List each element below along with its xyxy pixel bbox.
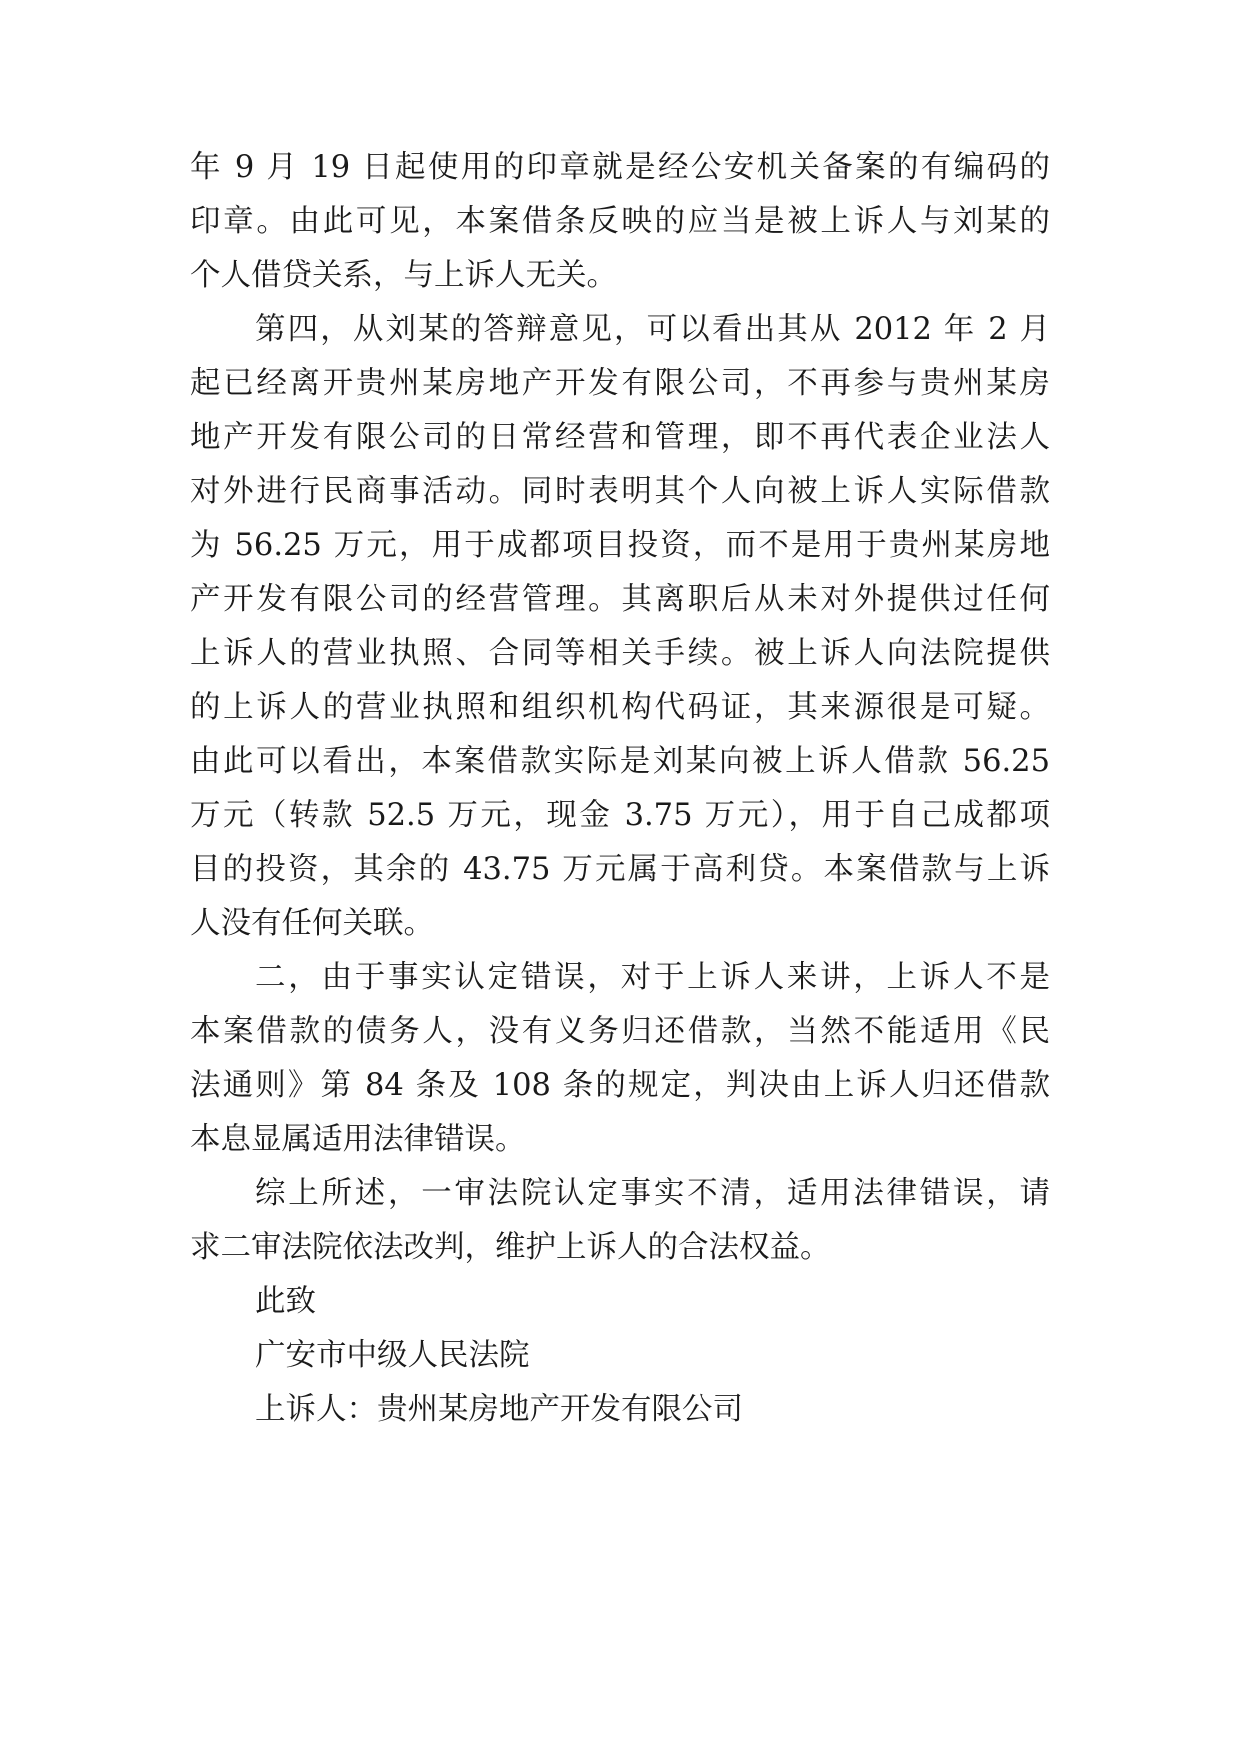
text-line-3: 个人借贷关系，与上诉人无关。: [190, 258, 617, 293]
text-line-4: 第四，从刘某的答辩意见，可以看出其从 2012 年 2 月: [255, 312, 1050, 347]
text-line-10: 上诉人的营业执照、合同等相关手续。被上诉人向法院提供: [190, 636, 1050, 671]
text-line-13: 万元（转款 52.5 万元，现金 3.75 万元），用于自己成都项: [190, 798, 1050, 833]
text-line-16: 二，由于事实认定错误，对于上诉人来讲，上诉人不是: [255, 960, 1050, 995]
text-line-9: 产开发有限公司的经营管理。其离职后从未对外提供过任何: [190, 582, 1050, 617]
text-line-20: 综上所述，一审法院认定事实不清，适用法律错误，请: [255, 1176, 1050, 1211]
text-line-2: 印章。由此可见，本案借条反映的应当是被上诉人与刘某的: [190, 204, 1050, 239]
text-line-17: 本案借款的债务人，没有义务归还借款，当然不能适用《民: [190, 1014, 1050, 1049]
text-line-7: 对外进行民商事活动。同时表明其个人向被上诉人实际借款: [190, 474, 1050, 509]
text-line-21: 求二审法院依法改判，维护上诉人的合法权益。: [190, 1230, 831, 1265]
text-line-5: 起已经离开贵州某房地产开发有限公司，不再参与贵州某房: [190, 366, 1050, 401]
text-line-8: 为 56.25 万元，用于成都项目投资，而不是用于贵州某房地: [190, 528, 1050, 563]
text-line-6: 地产开发有限公司的日常经营和管理，即不再代表企业法人: [190, 420, 1050, 455]
text-line-1: 年 9 月 19 日起使用的印章就是经公安机关备案的有编码的: [190, 150, 1050, 185]
text-line-18: 法通则》第 84 条及 108 条的规定，判决由上诉人归还借款: [190, 1068, 1050, 1103]
recipient-court: 广安市中级人民法院: [255, 1338, 530, 1373]
text-line-12: 由此可以看出，本案借款实际是刘某向被上诉人借款 56.25: [190, 744, 1050, 779]
text-line-15: 人没有任何关联。: [190, 906, 434, 941]
text-line-14: 目的投资，其余的 43.75 万元属于高利贷。本案借款与上诉: [190, 852, 1050, 887]
text-line-19: 本息显属适用法律错误。: [190, 1122, 526, 1157]
salutation: 此致: [255, 1284, 316, 1319]
appellant-signature: 上诉人：贵州某房地产开发有限公司: [255, 1392, 743, 1427]
text-line-11: 的上诉人的营业执照和组织机构代码证，其来源很是可疑。: [190, 690, 1050, 725]
